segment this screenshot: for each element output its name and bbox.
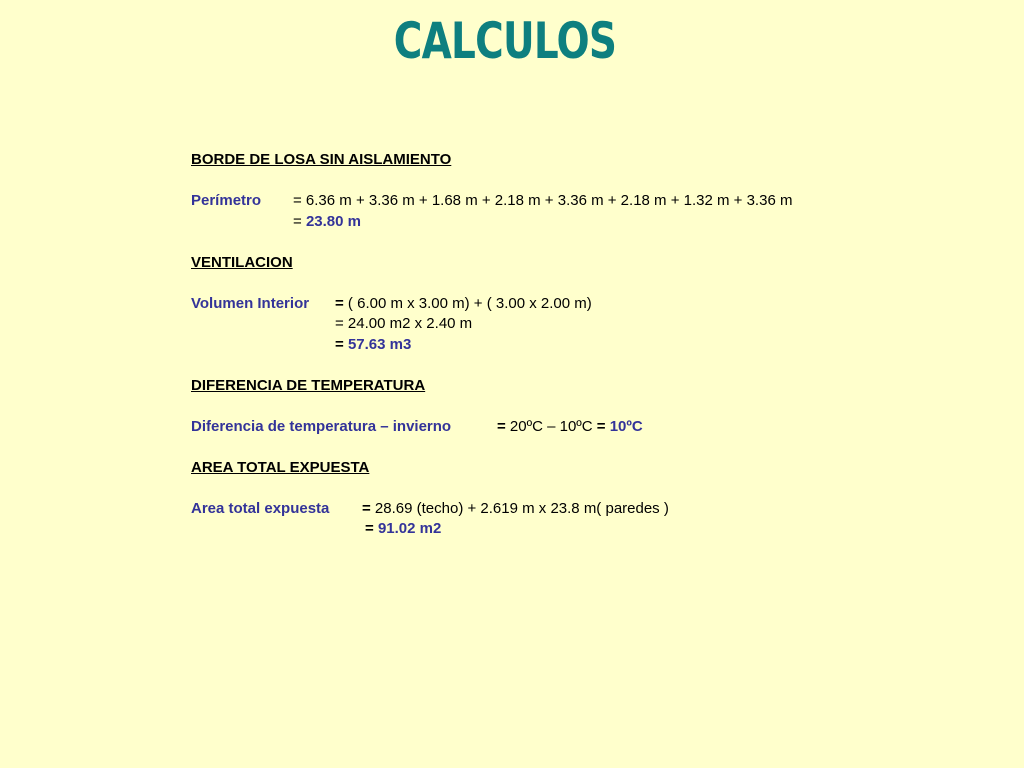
section-temperatura bbox=[191, 376, 991, 397]
heading-diferencia-temperatura: DIFERENCIA DE TEMPERATURA bbox=[191, 376, 426, 394]
volumen-line-2 bbox=[191, 314, 991, 335]
section-area bbox=[191, 458, 991, 479]
heading-borde-de-losa: BORDE DE LOSA SIN AISLAMIENTO bbox=[191, 151, 452, 168]
section-ventilacion bbox=[191, 253, 991, 274]
calculation-content bbox=[191, 150, 991, 540]
volumen-line-3 bbox=[191, 335, 991, 356]
perimetro-equals: = bbox=[293, 212, 306, 230]
perimetro-line-2 bbox=[191, 212, 991, 233]
perimetro-line-1 bbox=[191, 191, 991, 212]
volumen-result-line bbox=[335, 335, 411, 356]
volumen-result-equals: = bbox=[335, 335, 348, 353]
perimetro-result-line bbox=[293, 212, 361, 233]
area-line-1 bbox=[191, 499, 991, 520]
area-result: 91.02 m2 bbox=[377, 520, 442, 537]
volumen-label: Volumen Interior bbox=[191, 294, 310, 312]
area-expression-text: 28.69 (techo) + 2.619 m x 23.8 m( paredes ) bbox=[370, 499, 669, 517]
heading-area-total-expuesta: AREA TOTAL EXPUESTA bbox=[191, 458, 370, 476]
temperatura-line bbox=[191, 417, 991, 438]
temperatura-label: Diferencia de temperatura – invierno bbox=[191, 417, 452, 435]
perimetro-expression: = 6.36 m + 3.36 m + 1.68 m + 2.18 m + 3.36 m + 2.18 m + 1.32 m + 3.36 m bbox=[293, 192, 793, 209]
volumen-result: 57.63 m3 bbox=[347, 335, 412, 353]
volumen-intermediate: = 24.00 m2 x 2.40 m bbox=[335, 315, 473, 332]
heading-ventilacion: VENTILACION bbox=[191, 253, 293, 271]
area-label: Area total expuesta bbox=[191, 499, 330, 517]
volumen-expression-text: ( 6.00 m x 3.00 m) + ( 3.00 x 2.00 m) bbox=[343, 294, 592, 312]
volumen-equals: = bbox=[335, 294, 344, 312]
temperatura-expression bbox=[497, 417, 643, 438]
area-equals: = bbox=[362, 499, 371, 517]
perimetro-result: 23.80 m bbox=[305, 212, 361, 230]
area-line-2 bbox=[191, 519, 991, 540]
temperatura-result: 10ºC bbox=[609, 417, 643, 435]
volumen-expression bbox=[335, 294, 592, 315]
page-title: CALCULOS bbox=[393, 12, 617, 70]
temperatura-equals-1: = bbox=[497, 417, 506, 435]
area-expression bbox=[362, 499, 669, 520]
temperatura-equals-2: = bbox=[596, 417, 610, 435]
section-borde bbox=[191, 150, 991, 171]
area-result-line bbox=[365, 519, 441, 540]
area-result-equals: = bbox=[365, 520, 378, 537]
volumen-line-1 bbox=[191, 294, 991, 315]
temperatura-expression-text: 20ºC – 10ºC bbox=[505, 417, 597, 435]
perimetro-label: Perímetro bbox=[191, 192, 262, 209]
